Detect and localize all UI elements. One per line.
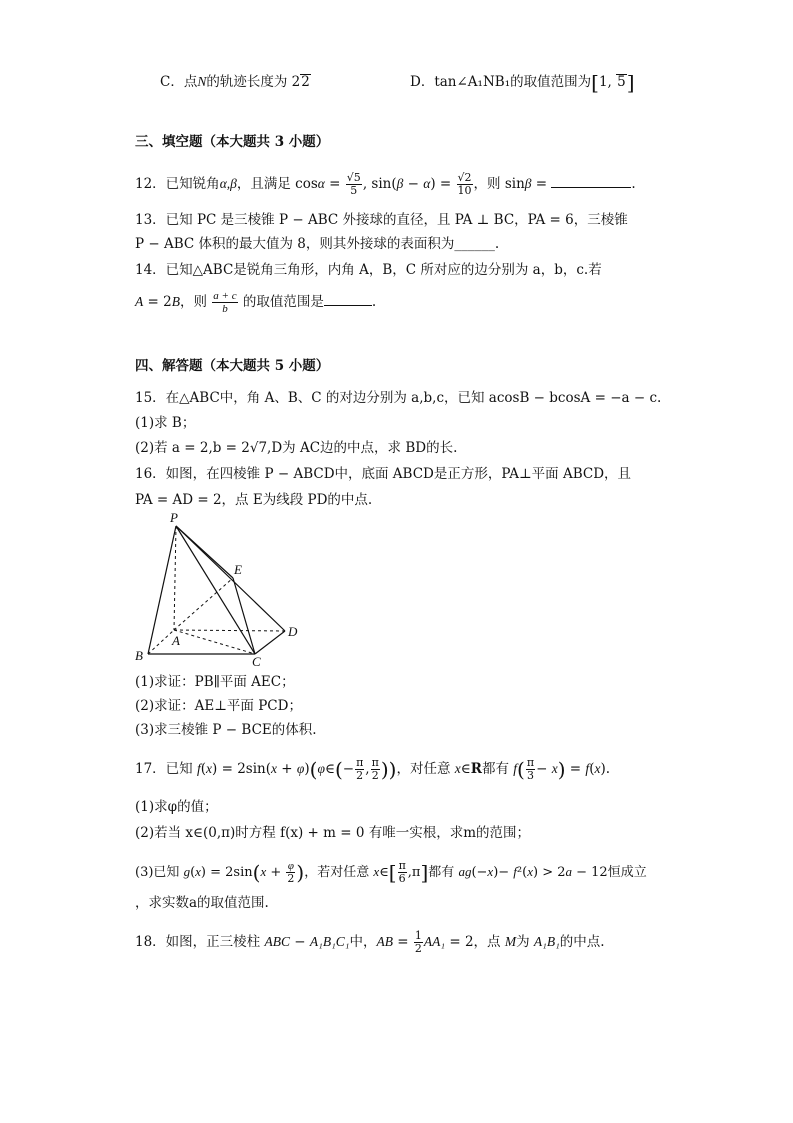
edge-cd [255,631,285,654]
q14-line2: A = 2B，则 $\frac{a + c}{b}$ 的取值范围是 . [135,290,377,315]
q14-line1: 14．已知△ABC是锐角三角形，内角 A，B，C 所对应的边分别为 a，b，c.若 [135,262,602,278]
q17-part2: (2)若当 x∈(0,π)时方程 f(x) + m = 0 有唯一实根，求m的范围； [135,825,531,841]
q16-line2: PA = AD = 2，点 E为线段 PD的中点. [135,492,373,508]
edge-ad [174,630,285,631]
edge-pa [174,526,176,630]
q16-part1: (1)求证：PB∥平面 AEC； [135,674,295,690]
q12: 12．已知锐角α,β，且满足 cosα = $\frac{√5}{5}$ , sin(β − α) = $\frac{√2}{10}$ ，则 sinβ = . [135,171,636,197]
label-b: B [135,648,143,663]
option-d: D．tan∠A₁NB₁的取值范围为[1, 5] [410,70,635,95]
q17-part3a: (3)已知 g(x) = 2sin(x + $\frac{\varphi}{2}$ )，若对任意 x∈[ $\frac{\pi}{6}$ ,π]都有 ag(−x)− f²(x) > 2a − 12恒成立 [135,859,647,885]
label-c: C [252,654,261,668]
q15-line1: 15．在△ABC中，角 A、B、C 的对边分别为 a,b,c，已知 acosB − bcosA = −a − c. [135,390,662,406]
q18-line1: 18．如图，正三棱柱 ABC − A₁B₁C₁中，AB = $\frac{1}{2}$ AA₁ = 2，点 M为 A₁B₁的中点. [135,929,605,955]
q15-part2: (2)若 a = 2,b = 2√7,D为 AC边的中点，求 BD的长. [135,440,458,456]
q13-line2: P − ABC 体积的最大值为 8，则其外接球的表面积为______. [135,236,500,252]
q16-part3: (3)求三棱锥 P − BCE的体积. [135,722,317,738]
q17-part1: (1)求φ的值； [135,799,218,815]
q17-line1: 17．已知 f(x) = 2sin(x + φ)(φ∈(− $\frac{\pi}{2}$ , $\frac{\pi}{2}$ ))，对任意 x∈R都有 f( $\frac{\pi}{3}$ − x) = f(x). [135,756,611,782]
option-c: C．点N的轨迹长度为 22 [160,74,310,90]
label-d: D [288,624,298,639]
section-4-title: 四、解答题（本大题共 5 小题） [135,358,330,374]
edge-ec [233,578,255,654]
q16-part2: (2)求证：AE⊥平面 PCD； [135,698,302,714]
q17-part3b: ，求实数a的取值范围. [135,895,269,911]
label-p: P [170,510,178,525]
q13-line1: 13．已知 PC 是三棱锥 P − ABC 外接球的直径，且 PA ⊥ BC，PA = 6，三棱锥 [135,212,628,228]
section-3-title: 三、填空题（本大题共 3 小题） [135,134,330,150]
label-a: A [172,633,180,648]
q15-part1: (1)求 B； [135,415,196,431]
edge-pe [176,526,233,578]
label-e: E [234,562,242,577]
pyramid-figure [130,508,310,668]
q16-line1: 16．如图，在四棱锥 P − ABCD中，底面 ABCD是正方形，PA⊥平面 ABCD，且 [135,466,632,482]
